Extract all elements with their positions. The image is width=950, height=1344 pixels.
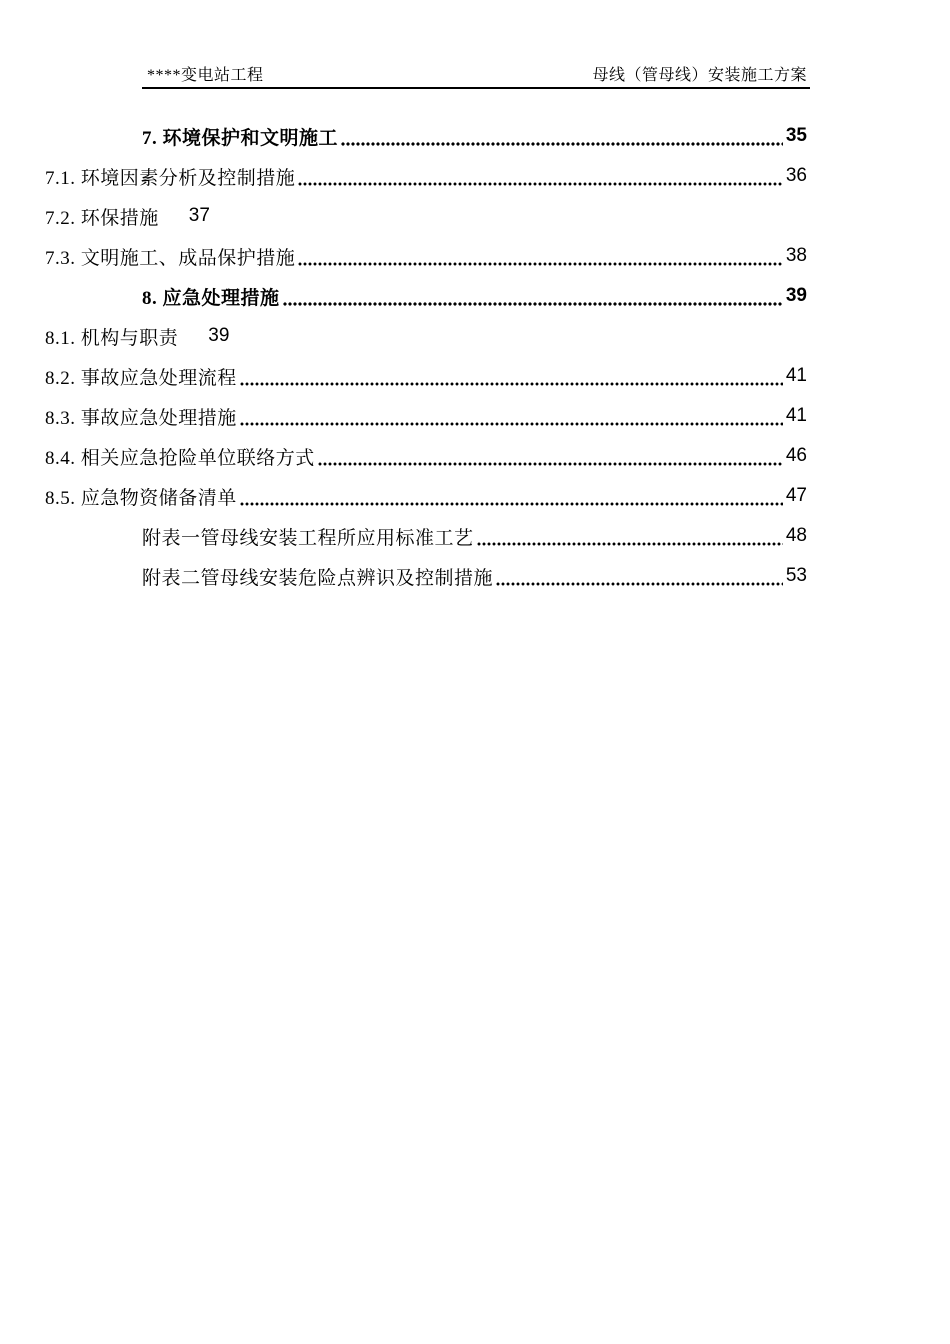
toc-entry-7-1[interactable]: [45, 156, 807, 196]
toc-page-number: 39: [208, 325, 230, 346]
toc-page-number: 48: [785, 525, 807, 546]
toc-entry-label: 附表一管母线安装工程所应用标准工艺: [142, 527, 474, 549]
toc-entry-label: 8.2. 事故应急处理流程: [45, 367, 237, 389]
toc-entry-label: 7.3. 文明施工、成品保护措施: [45, 247, 296, 269]
toc-page-number: 41: [785, 365, 807, 386]
header-document-title: 母线（管母线）安装施工方案: [592, 67, 807, 84]
toc-page-number: 35: [785, 125, 807, 146]
toc-entry-appendix-1[interactable]: [45, 516, 807, 556]
toc-entry-7-2[interactable]: [45, 196, 807, 236]
toc-entry-label: 7.2. 环保措施: [45, 207, 159, 229]
dot-leader: [496, 582, 783, 586]
toc-page-number: 46: [785, 445, 807, 466]
dot-leader: [298, 182, 783, 186]
toc-entry-8-2[interactable]: [45, 356, 807, 396]
dot-leader: [477, 542, 783, 546]
toc-entry-8[interactable]: [45, 276, 807, 316]
header-rule: [142, 87, 810, 89]
dot-leader: [240, 422, 783, 426]
toc-page-number: 38: [785, 245, 807, 266]
toc-page-number: 41: [785, 405, 807, 426]
toc-entry-label: 7.1. 环境因素分析及控制措施: [45, 167, 296, 189]
toc-entry-label: 附表二管母线安装危险点辨识及控制措施: [142, 567, 494, 589]
toc-page-number: 39: [785, 285, 807, 306]
table-of-contents: [45, 116, 807, 596]
toc-entry-label: 8. 应急处理措施: [142, 287, 280, 309]
toc-entry-label: 8.3. 事故应急处理措施: [45, 407, 237, 429]
toc-entry-8-3[interactable]: [45, 396, 807, 436]
dot-leader: [298, 262, 783, 266]
toc-entry-label: 8.5. 应急物资储备清单: [45, 487, 237, 509]
dot-leader: [240, 382, 783, 386]
toc-page-number: 37: [188, 205, 210, 226]
toc-entry-label: 8.1. 机构与职责: [45, 327, 179, 349]
toc-entry-7-3[interactable]: [45, 236, 807, 276]
toc-page-number: 53: [785, 565, 807, 586]
toc-entry-8-1[interactable]: [45, 316, 807, 356]
toc-entry-7[interactable]: [45, 116, 807, 156]
toc-entry-8-4[interactable]: [45, 436, 807, 476]
toc-page-number: 47: [785, 485, 807, 506]
dot-leader: [283, 302, 783, 306]
toc-entry-label: 8.4. 相关应急抢险单位联络方式: [45, 447, 315, 469]
toc-entry-8-5[interactable]: [45, 476, 807, 516]
dot-leader: [240, 502, 783, 506]
toc-page-number: 36: [785, 165, 807, 186]
toc-entry-appendix-2[interactable]: [45, 556, 807, 596]
toc-entry-label: 7. 环境保护和文明施工: [142, 127, 339, 149]
dot-leader: [318, 462, 783, 466]
dot-leader: [341, 142, 783, 146]
header-project-title: ****变电站工程: [147, 67, 264, 84]
